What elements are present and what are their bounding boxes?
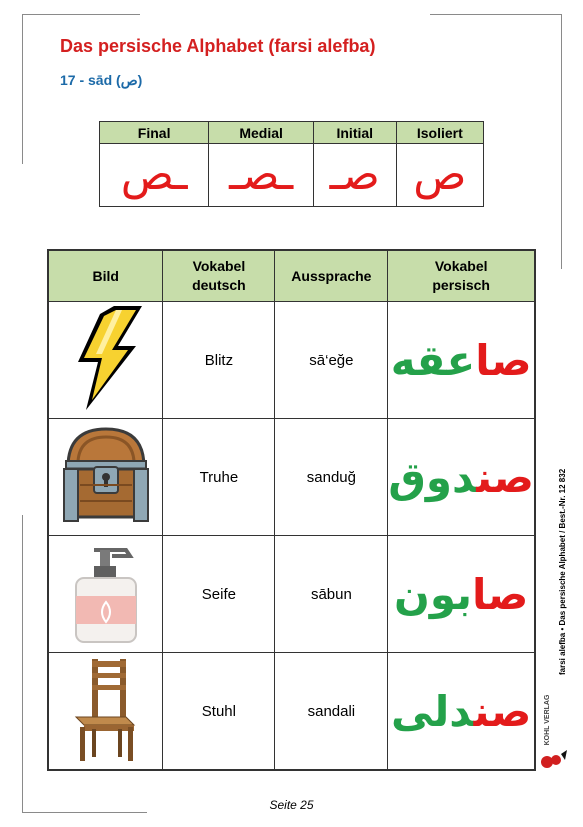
form-final: ـص <box>100 144 209 207</box>
persian-word-rest: عقه <box>390 335 476 385</box>
persian-letter-highlight: صا <box>471 569 529 619</box>
frame-line <box>561 14 562 269</box>
persian-letter-highlight: صن <box>473 686 532 736</box>
header-final: Final <box>100 122 209 144</box>
persian-word <box>388 302 535 419</box>
persian-word <box>388 419 535 536</box>
header-pronunciation: Aussprache <box>275 250 388 302</box>
german-word: Blitz <box>163 302 275 419</box>
german-word: Stuhl <box>163 653 275 771</box>
header-persian-line1: Vokabel <box>434 258 488 274</box>
table-row <box>48 653 535 771</box>
persian-letter-highlight: صن <box>476 452 534 502</box>
picture-cell <box>48 302 163 419</box>
frame-line <box>22 14 23 164</box>
header-german <box>163 250 275 302</box>
pronunciation: sanduğ <box>275 419 388 536</box>
picture-cell <box>48 536 163 653</box>
pronunciation: sā‘eğe <box>275 302 388 419</box>
header-isolated: Isoliert <box>396 122 483 144</box>
treasure-chest-icon <box>58 421 154 529</box>
persian-word <box>388 653 535 771</box>
persian-word-rest: بون <box>394 569 472 619</box>
header-german-line2: deutsch <box>192 277 246 293</box>
german-word: Truhe <box>163 419 275 536</box>
pronunciation: sandali <box>275 653 388 771</box>
lightning-bolt-icon <box>66 304 146 412</box>
frame-line <box>430 14 562 15</box>
frame-line <box>22 515 23 812</box>
persian-letter-highlight: صا <box>475 335 532 385</box>
header-german-line1: Vokabel <box>192 258 246 274</box>
header-medial: Medial <box>209 122 314 144</box>
page-title: Das persische Alphabet (farsi alefba) <box>60 36 376 56</box>
side-caption: farsi alefba • Das persische Alphabet / Best.-Nr. 12 832 <box>558 468 567 675</box>
publisher-logo-text: KOHL VERLAG <box>544 694 551 746</box>
page-number: Seite 25 <box>269 798 314 812</box>
wooden-chair-icon <box>66 655 146 763</box>
form-isolated: ص <box>396 144 483 207</box>
table-row <box>48 419 535 536</box>
persian-word-rest: دوق <box>388 452 477 502</box>
frame-line <box>22 812 147 813</box>
pronunciation: sābun <box>275 536 388 653</box>
picture-cell <box>48 419 163 536</box>
table-row <box>48 536 535 653</box>
header-initial: Initial <box>313 122 396 144</box>
vocabulary-table <box>47 249 536 771</box>
persian-word <box>388 536 535 653</box>
german-word: Seife <box>163 536 275 653</box>
header-picture: Bild <box>48 250 163 302</box>
picture-cell <box>48 653 163 771</box>
persian-word-rest: دلی <box>391 686 474 736</box>
soap-bottle-icon <box>64 538 148 646</box>
table-row <box>48 302 535 419</box>
letter-subtitle: 17 - sād (ص) <box>60 72 143 88</box>
header-persian-line2: persisch <box>432 277 490 293</box>
form-medial: ـصـ <box>209 144 314 207</box>
header-persian <box>388 250 535 302</box>
publisher-logo <box>537 680 571 776</box>
letter-forms-table <box>99 121 484 207</box>
frame-line <box>22 14 140 15</box>
form-initial: صـ <box>313 144 396 207</box>
